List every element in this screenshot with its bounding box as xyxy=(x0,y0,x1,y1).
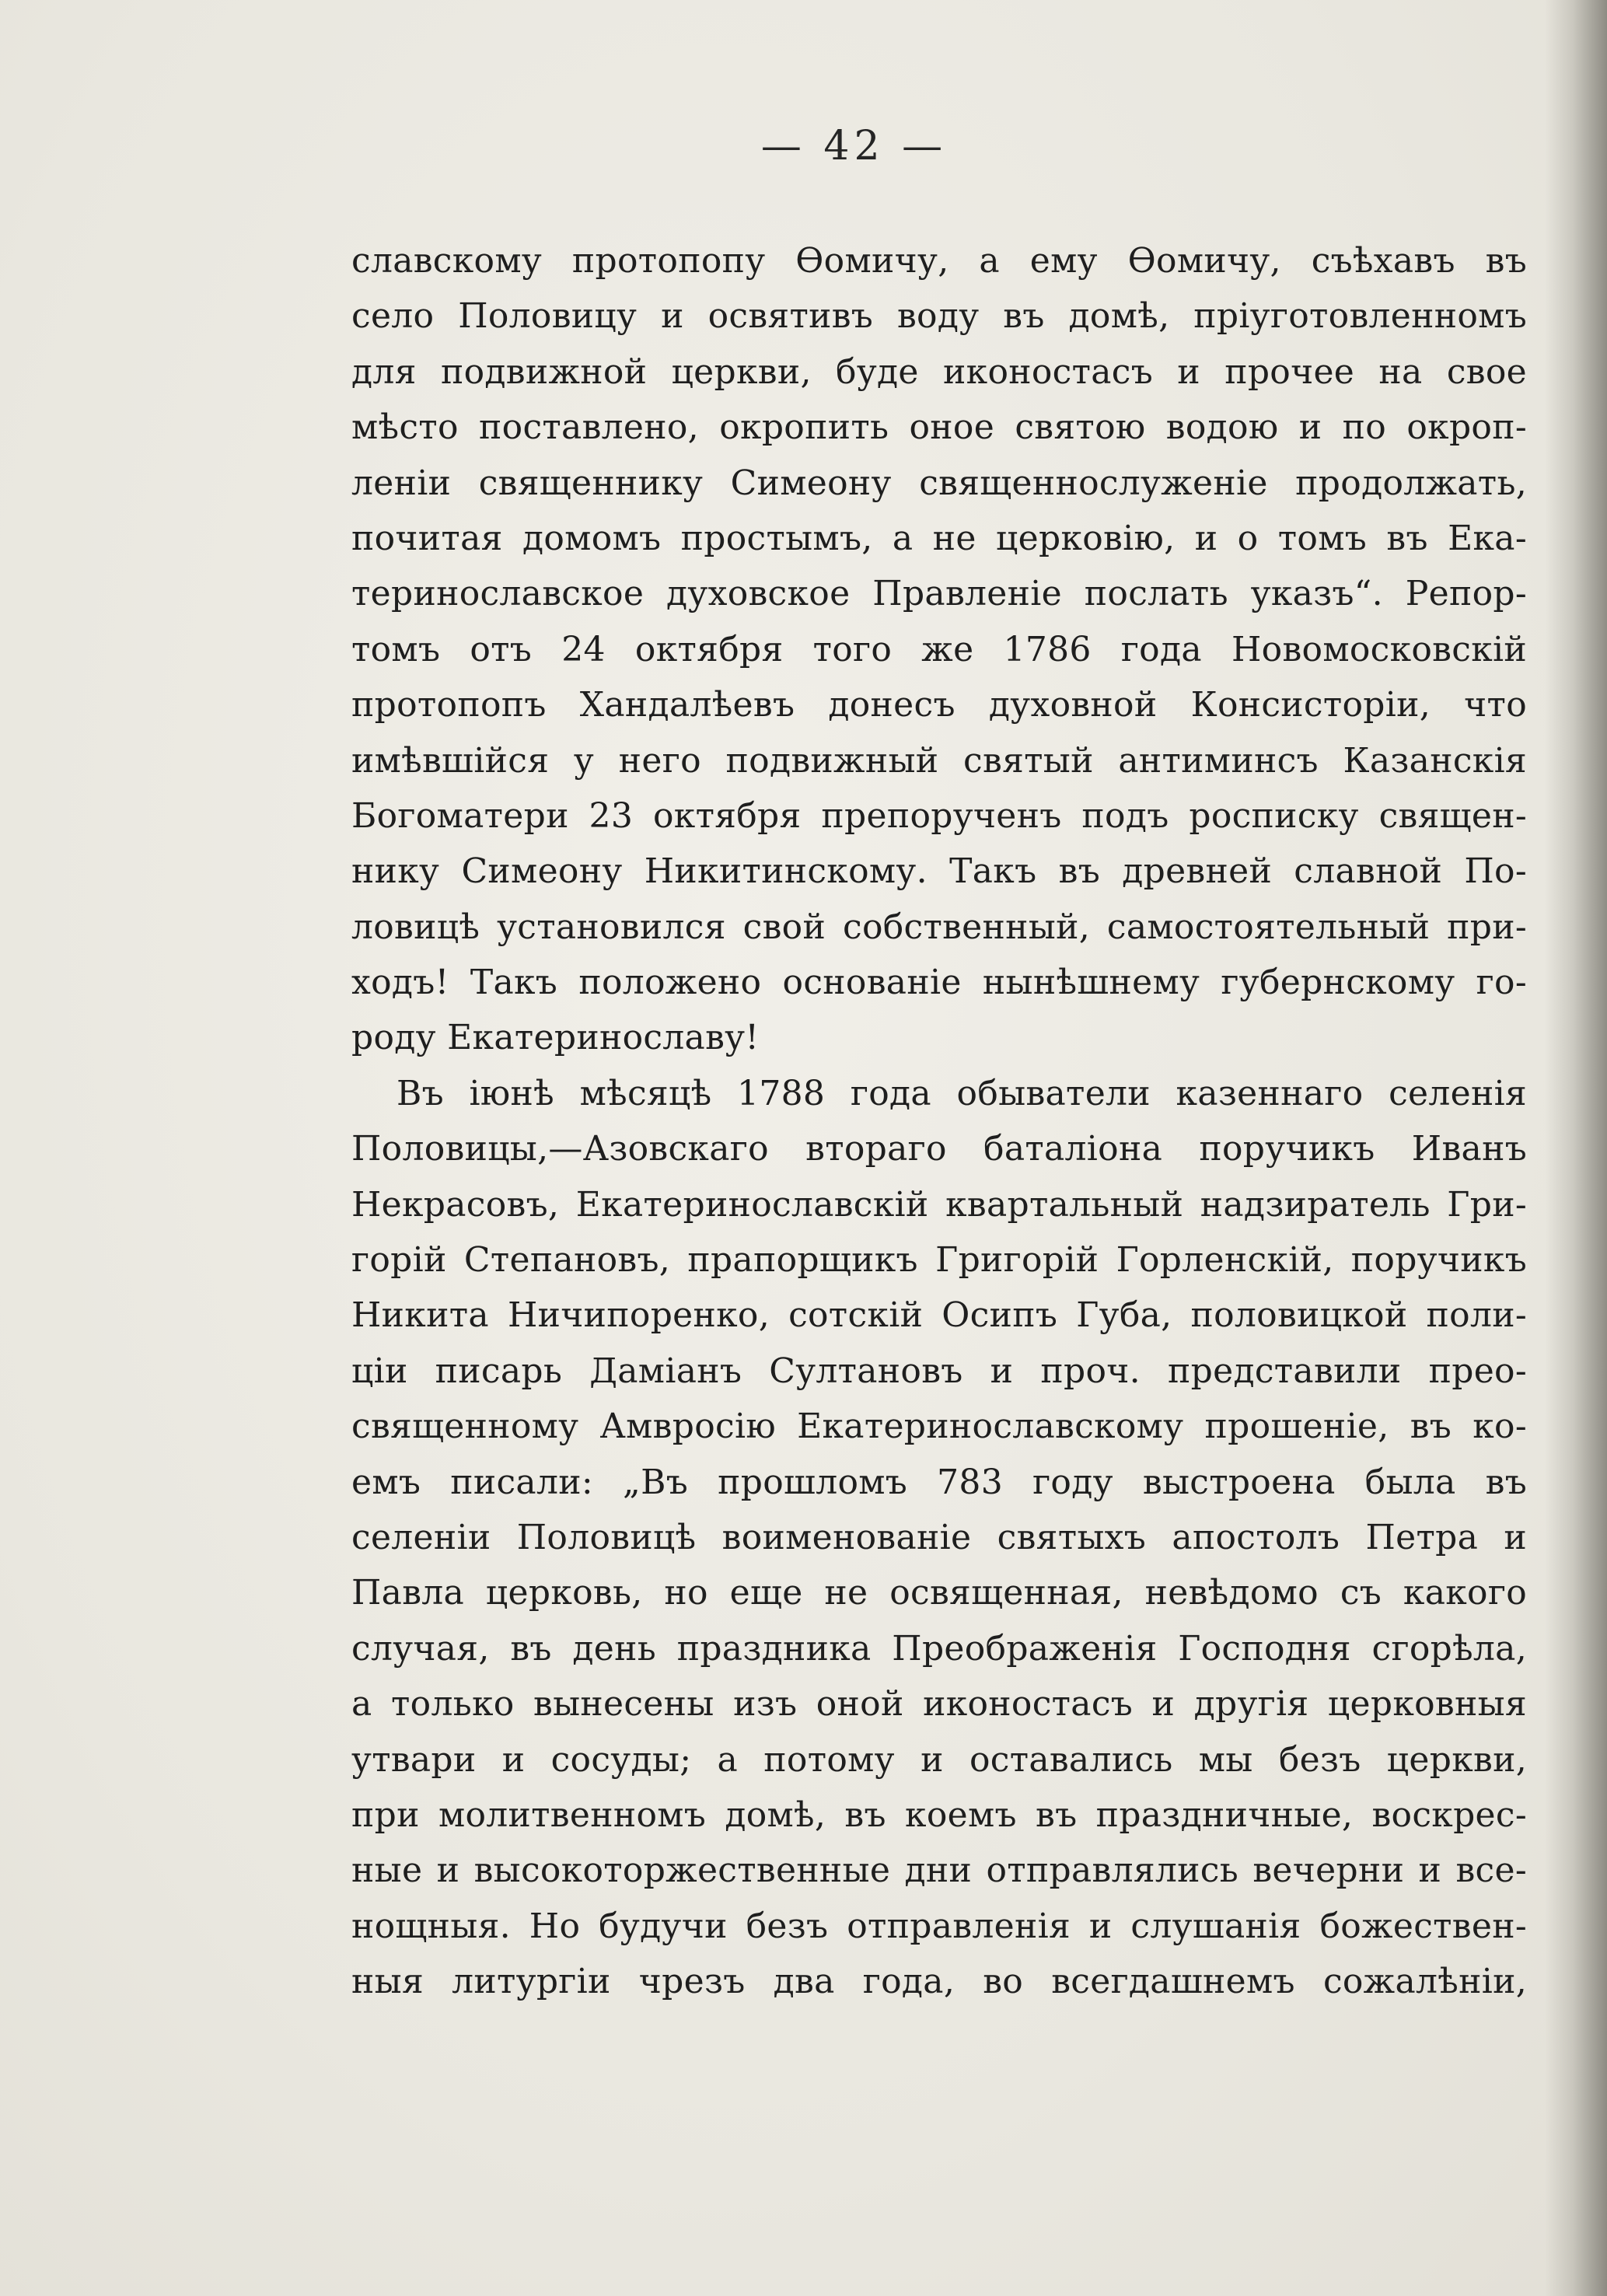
text-line: теринославское духовское Правленіе послать указъ“. Репор- xyxy=(351,574,1527,614)
text-line: ные и высокоторжественные дни отправлялись вечерни и все- xyxy=(351,1850,1527,1891)
text-line: селеніи Половицѣ воименованіе святыхъ апостолъ Петра и xyxy=(351,1517,1527,1557)
text-line: священному Амвросію Екатеринославскому прошеніе, въ ко- xyxy=(351,1407,1527,1447)
text-line: Половицы,—Азовскаго втораго баталіона поручикъ Иванъ xyxy=(351,1129,1527,1169)
text-line: для подвижной церкви, буде иконостасъ и прочее на свое xyxy=(351,351,1527,392)
text-line: Богоматери 23 октября препорученъ подъ росписку священ- xyxy=(351,795,1527,836)
text-line: почитая домомъ простымъ, а не церковію, и о томъ въ Ека- xyxy=(351,518,1527,558)
text-line: Никита Ничипоренко, сотскій Осипъ Губа, половицкой поли- xyxy=(351,1295,1527,1336)
text-line: при молитвенномъ домѣ, въ коемъ въ праздничные, воскрес- xyxy=(351,1795,1527,1835)
text-line: емъ писали: „Въ прошломъ 783 году выстроена была въ xyxy=(351,1462,1527,1502)
body-text xyxy=(351,233,1527,2010)
text-line: горій Степановъ, прапорщикъ Григорій Горленскій, поручикъ xyxy=(351,1240,1527,1281)
text-line: томъ отъ 24 октября того же 1786 года Новомосковскій xyxy=(351,629,1527,669)
text-line: ходъ! Такъ положено основаніе нынѣшнему губернскому го- xyxy=(351,963,1527,1003)
text-line: ныя литургіи чрезъ два года, во всегдашнемъ сожалѣніи, xyxy=(351,1962,1527,2002)
text-line: нику Симеону Никитинскому. Такъ въ древней славной По- xyxy=(351,851,1527,892)
text-line: имѣвшійся у него подвижный святый антиминсъ Казанскія xyxy=(351,740,1527,781)
text-line: ловицѣ установился свой собственный, самостоятельный при- xyxy=(351,907,1527,947)
page-edge-shadow xyxy=(1545,0,1607,2296)
paragraph-start-line: Въ іюнѣ мѣсяцѣ 1788 года обыватели казеннаго селенія xyxy=(397,1073,1527,1113)
text-line: а только вынесены изъ оной иконостасъ и другія церковныя xyxy=(351,1684,1527,1725)
text-line: Павла церковь, но еще не освященная, невѣдомо съ какого xyxy=(351,1573,1527,1613)
text-line: село Половицу и освятивъ воду въ домѣ, пріуготовленномъ xyxy=(351,296,1527,337)
text-line: славскому протопопу Ѳомичу, а ему Ѳомичу, съѣхавъ въ xyxy=(351,241,1527,281)
text-line: мѣсто поставлено, окропить оное святою водою и по окроп- xyxy=(351,407,1527,448)
text-line: леніи священнику Симеону священнослуженіе продолжать, xyxy=(351,463,1527,503)
text-line: нощныя. Но будучи безъ отправленія и слушанія божествен- xyxy=(351,1906,1527,1946)
text-line: ціи писарь Даміанъ Султановъ и проч. представили прео- xyxy=(351,1351,1527,1391)
text-line: протопопъ Хандалѣевъ донесъ духовной Консисторіи, что xyxy=(351,685,1527,725)
text-line: случая, въ день праздника Преображенія Господня сгорѣла, xyxy=(351,1628,1527,1669)
text-line: утвари и сосуды; а потому и оставались мы безъ церкви, xyxy=(351,1739,1527,1780)
page-number: — 42 — xyxy=(760,123,948,169)
text-line: роду Екатеринославу! xyxy=(351,1018,760,1058)
text-line: Некрасовъ, Екатеринославскій квартальный надзиратель Гри- xyxy=(351,1184,1527,1225)
